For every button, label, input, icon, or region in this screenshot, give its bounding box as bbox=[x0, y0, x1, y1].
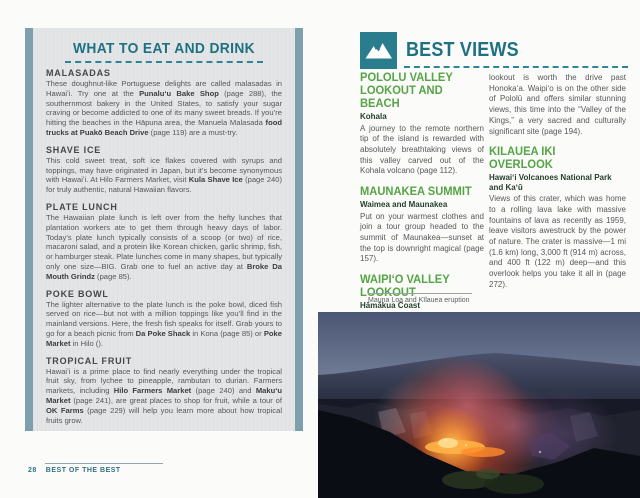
eat-section-body: The Hawaiian plate lunch is left over from the hefty lunches that plantation workers ate to get them through heavy days of labor. Today’s plate lunch typically consists of a scoop (or two) of rice, macaroni salad, and a protein like Korean chicken, garlic shrimp, fish, or hamburger steak. Plate lunches come in many shapes, but typically only one size—BIG. Grab one to fuel an active day at Broke Da Mouth Grindz (page 85). bbox=[46, 212, 282, 281]
photo-caption: Mauna Loa and Kīlauea eruption bbox=[368, 293, 472, 304]
view-entry-body: Views of this crater, which was home to a rolling lava lake with massive fountains of lava as recently as 1959, leave visitors awestruck by the power of nature. The crater is massive—1 mi (1.6 km) long, 3,000 ft (914 m) across, and 400 ft (122 m) deep—and this overlook helps you take it all in (page 272). bbox=[489, 194, 626, 289]
volcano-eruption-photo bbox=[318, 312, 640, 498]
eat-section-poke-bowl bbox=[46, 289, 282, 349]
best-views-title: BEST VIEWS bbox=[406, 39, 519, 61]
eat-section-body: This cold sweet treat, soft ice flakes covered with syrups and toppings, may have originated in Japan, but it’s become synonymous with Hawaiʻi. At Hilo Farmers Market, visit Kula Shave Ice (page 240) for truly authentic, natural Hawaiian flavors. bbox=[46, 155, 283, 195]
view-entry-body: A journey to the remote northern tip of the island is rewarded with absolutely breathtaking views of this valley carved out of the Kohala volcano (page 112). bbox=[360, 123, 484, 176]
view-entry-body: Put on your warmest clothes and join a tour group headed to the summit of Maunakea—sunset at the top is downright magical (page 157). bbox=[360, 211, 484, 264]
eat-section-malasadas bbox=[46, 68, 282, 138]
page-number: 28 bbox=[28, 467, 37, 474]
eat-section-heading: POKE BOWL bbox=[46, 288, 109, 299]
footer-label: BEST OF THE BEST bbox=[45, 467, 121, 474]
view-entry-region: Hāmākua Coast bbox=[360, 301, 421, 311]
eat-section-body: The lighter alternative to the plate lunch is the poke bowl, diced fish served on rice—but not with a million toppings like you’ll find in the mainland versions. Here, the fresh fish speaks for itself. Grab yours to go for a beach picnic from Da Poke Shack in Kona (page 85) or Poke Market in Hilo (). bbox=[46, 299, 282, 348]
eat-section-heading: PLATE LUNCH bbox=[46, 201, 118, 212]
best-views-header bbox=[360, 32, 531, 69]
view-entry-heading: MAUNAKEA SUMMIT bbox=[360, 186, 472, 199]
eat-section-shave-ice bbox=[46, 145, 282, 195]
view-entry-kilauea-iki bbox=[489, 146, 626, 290]
view-entry-heading: WAIPIʻO VALLEY LOOKOUT bbox=[360, 274, 450, 300]
eat-and-drink-panel bbox=[25, 28, 303, 431]
eat-section-body: These doughnut-like Portuguese delights are called malasadas in Hawaiʻi. Try one at the Punaluʻu Bake Shop (page 288), the southernmost bakery in the United States, to satisfy your sugar craving or become addicted to one of its many sweet breads. If you’re hitting the beaches in the Hāpuna area, the Manuela Malasada food trucks at Puakō Beach Drive (page 119) are a must-try. bbox=[46, 79, 282, 137]
view-entry-region: Waimea and Maunakea bbox=[360, 200, 448, 210]
views-column-right bbox=[489, 72, 626, 291]
eat-section-body: Hawaiʻi is a prime place to find nearly everything under the tropical fruit sky, from lychee to pineapple, rambutan to durian. Farmers markets, including Hilo Farmers Market (page 240) and Makuʻu Market (page 241), are great places to shop for fruit, while a tour of OK Farms (page 229) will help you learn more about how tropical fruits grow. bbox=[46, 366, 283, 425]
eat-section-tropical-fruit bbox=[46, 356, 282, 426]
mountain-icon bbox=[360, 32, 397, 69]
dashed-divider bbox=[65, 61, 263, 63]
view-entry-pololu bbox=[360, 72, 484, 177]
eat-panel-title: WHAT TO EAT AND DRINK bbox=[72, 40, 255, 57]
eat-section-heading: SHAVE ICE bbox=[46, 144, 102, 155]
eat-section-plate-lunch bbox=[46, 202, 282, 282]
page-footer bbox=[28, 463, 178, 474]
view-entry-heading: KĪLAUEA IKI OVERLOOK bbox=[489, 146, 556, 172]
eat-section-heading: MALASADAS bbox=[46, 68, 111, 78]
eat-section-heading: TROPICAL FRUIT bbox=[46, 355, 133, 366]
dashed-divider bbox=[404, 66, 628, 68]
view-entry-heading: POLOLŪ VALLEY LOOKOUT AND BEACH bbox=[360, 72, 453, 110]
view-entry-maunakea bbox=[360, 186, 484, 265]
view-entry-region: Kohala bbox=[360, 112, 387, 121]
view-entry-region: Hawaiʻi Volcanoes National Park and Kaʻū bbox=[489, 173, 612, 192]
waipio-continuation-text: lookout is worth the drive past Honokaʻa. Waipiʻo is on the other side of Pololū and offers similar stunning views, this time into the “Valley of the Kings,” a very sacred and culturally significant site (page 194). bbox=[489, 73, 626, 136]
footer-rule bbox=[45, 463, 163, 464]
